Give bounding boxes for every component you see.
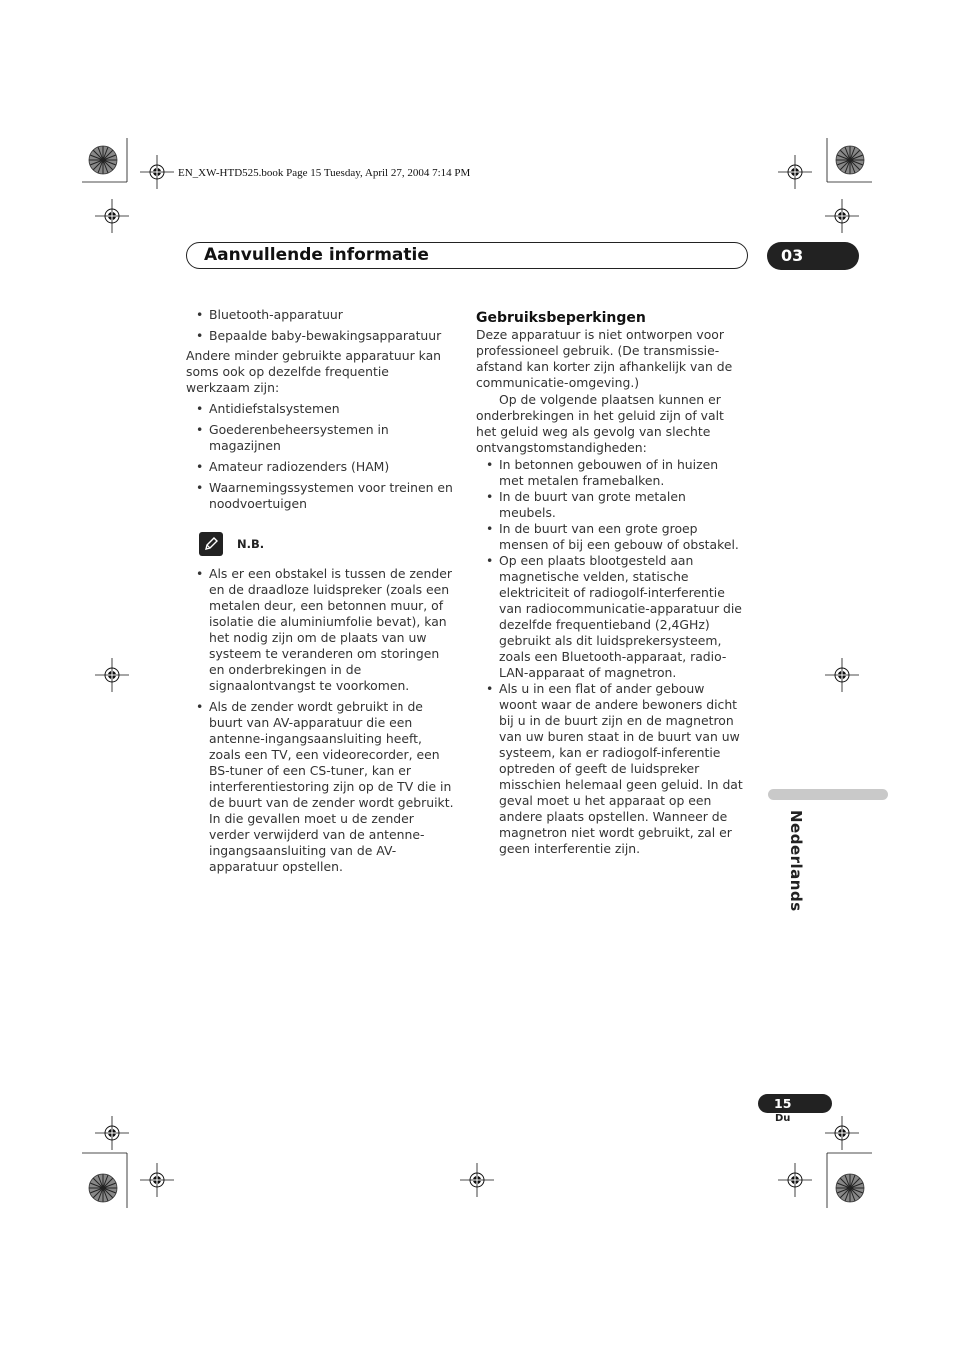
list-item: • In de buurt van een grote groep mensen of bij een gebouw of obstakel. [476, 521, 746, 553]
list-item: • Als u in een flat of ander gebouw woont waar de andere bewoners dicht bij u in de buurt zijn en de magnetron van uw buren staat in de buurt van uw systeem, kan er radiogolf-inferentie optreden of geeft de luidspreker misschien helemaal geen geluid. In dat geval moet u het apparaat op een andere plaats opstellen. Wanneer de magnetron niet wordt gebruikt, zal er geen interferentie zijn. [476, 681, 746, 857]
list-item: • Waarnemingssystemen voor treinen en noodvoertuigen [186, 480, 456, 512]
file-header: EN_XW-HTD525.book Page 15 Tuesday, April 27, 2004 7:14 PM [178, 167, 471, 179]
chapter-title-bar [186, 242, 748, 269]
registration-mark [778, 155, 812, 189]
pencil-note-icon [199, 532, 223, 556]
registration-mark [825, 1116, 859, 1150]
location-list [476, 457, 746, 857]
list-item: • Als de zender wordt gebruikt in de buurt van AV-apparatuur die een antenne-ingangsaansluiting heeft, zoals een TV, een videorecorder, een BS-tuner of een CS-tuner, kan er interferentiestoring zijn op de TV die in de buurt van de zender wordt gebruikt. In die gevallen moet u de zender verder verwijderd van de antenne-ingangsaansluiting van de AV-apparatuur opstellen. [186, 699, 456, 875]
list-item: • In betonnen gebouwen of in huizen met metalen framebalken. [476, 457, 746, 489]
registration-mark [95, 658, 129, 692]
registration-mark [95, 199, 129, 233]
starburst-target-icon [836, 146, 864, 174]
language-code: Du [775, 1113, 791, 1124]
note-label: N.B. [237, 537, 265, 551]
list-item: • Bepaalde baby-bewakingsapparatuur [186, 328, 456, 344]
language-tab-bar [768, 789, 888, 800]
chapter-number: 03 [767, 242, 859, 270]
starburst-target-icon [89, 1174, 117, 1202]
note-header [199, 532, 456, 556]
registration-mark [140, 155, 174, 189]
list-item: • Amateur radiozenders (HAM) [186, 459, 456, 475]
list-item: • Goederenbeheersystemen in magazijnen [186, 422, 456, 454]
paragraph: Deze apparatuur is niet ontworpen voor professioneel gebruik. (De transmissie-afstand kan korter zijn afhankelijk van de communicatie-omgeving.) [476, 327, 733, 390]
device-list [186, 307, 456, 344]
paragraph: Op de volgende plaatsen kunnen er onderbrekingen in het geluid zijn of valt het geluid weg als gevolg van slechte ontvangstomstandigheden: [476, 392, 724, 455]
section-heading: Gebruiksbeperkingen [476, 310, 646, 326]
list-item: • In de buurt van grote metalen meubels. [476, 489, 746, 521]
page-number: 15 [758, 1094, 832, 1113]
registration-mark [140, 1163, 174, 1197]
device-list [186, 401, 456, 512]
registration-mark [95, 1116, 129, 1150]
registration-mark [778, 1163, 812, 1197]
starburst-target-icon [89, 146, 117, 174]
registration-mark [825, 199, 859, 233]
starburst-target-icon [836, 1174, 864, 1202]
chapter-title: Aanvullende informatie [204, 245, 429, 265]
language-tab-label: Nederlands [787, 810, 805, 912]
list-item: • Als er een obstakel is tussen de zender en de draadloze luidspreker (zoals een metalen deur, een betonnen muur, of isolatie die aluminiumfolie bevat), kan het nodig zijn om de plaats van uw systeem te veranderen om storingen en onderbrekingen in de signaalontvangst te voorkomen. [186, 566, 456, 694]
registration-mark [825, 658, 859, 692]
list-item: • Antidiefstalsystemen [186, 401, 456, 417]
note-list [186, 566, 456, 875]
list-item: • Op een plaats blootgesteld aan magnetische velden, statische elektriciteit of radiogolf-interferentie van radiocommunicatie-apparatuur die dezelfde frequentieband (2,4GHz) gebruikt als dit luidsprekersysteem, zoals een Bluetooth-apparaat, radio-LAN-apparaat of magnetron. [476, 553, 746, 681]
left-column [186, 307, 456, 875]
right-column [476, 309, 746, 857]
paragraph: Andere minder gebruikte apparatuur kan soms ook op dezelfde frequentie werkzaam zijn: [186, 348, 442, 395]
registration-mark [460, 1163, 494, 1197]
list-item: • Bluetooth-apparatuur [186, 307, 456, 323]
